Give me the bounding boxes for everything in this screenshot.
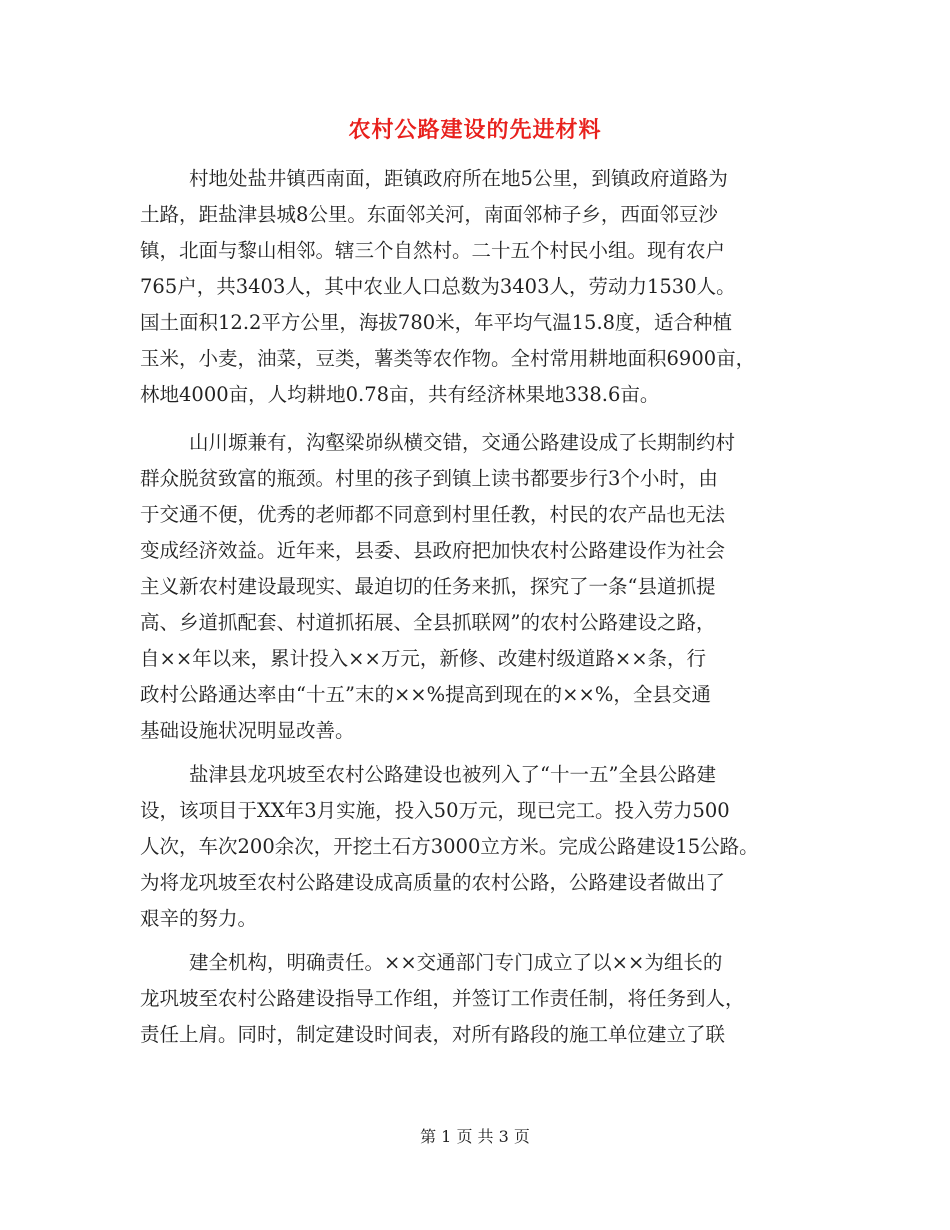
paragraph-line: 镇，北面与黎山相邻。辖三个自然村。二十五个村民小组。现有农户: [140, 239, 726, 262]
paragraph-line: 责任上肩。同时，制定建设时间表，对所有路段的施工单位建立了联: [140, 1023, 726, 1046]
paragraph-line: 政村公路通达率由“十五”末的××%提高到现在的××%，全县交通: [140, 683, 711, 706]
paragraph-line: 山川塬兼有，沟壑梁峁纵横交错，交通公路建设成了长期制约村: [189, 431, 736, 454]
document-title: 农村公路建设的先进材料: [348, 117, 602, 143]
paragraph-1: [140, 161, 820, 413]
paragraph-3: [140, 757, 820, 937]
paragraph-line: 盐津县龙巩坡至农村公路建设也被列入了“十一五”全县公路建: [189, 763, 716, 786]
page-number-footer: 第 1 页 共 3 页: [420, 1127, 530, 1146]
paragraph-line: 765户，共3403人，其中农业人口总数为3403人，劳动力1530人。: [140, 275, 736, 298]
paragraph-line: 于交通不便，优秀的老师都不同意到村里任教，村民的农产品也无法: [140, 503, 726, 526]
paragraph-line: 艰辛的努力。: [140, 907, 258, 930]
paragraph-2: [140, 425, 820, 749]
paragraph-line: 土路，距盐津县城8公里。东面邻关河，南面邻柿子乡，西面邻豆沙: [140, 203, 718, 226]
paragraph-line: 龙巩坡至农村公路建设指导工作组，并签订工作责任制，将任务到人，: [140, 987, 745, 1010]
paragraph-line: 建全机构，明确责任。××交通部门专门成立了以××为组长的: [189, 951, 723, 974]
paragraph-line: 人次，车次200余次，开挖土石方3000立方米。完成公路建设15公路。: [140, 835, 759, 858]
paragraph-line: 为将龙巩坡至农村公路建设成高质量的农村公路，公路建设者做出了: [140, 871, 726, 894]
paragraph-line: 自××年以来，累计投入××万元，新修、改建村级道路××条，行: [140, 647, 707, 670]
paragraph-line: 国土面积12.2平方公里，海拔780米，年平均气温15.8度，适合种植: [140, 311, 733, 334]
paragraph-line: 村地处盐井镇西南面，距镇政府所在地5公里，到镇政府道路为: [189, 167, 728, 190]
paragraph-line: 高、乡道抓配套、村道抓拓展、全县抓联网”的农村公路建设之路，: [140, 611, 716, 634]
paragraph-line: 主义新农村建设最现实、最迫切的任务来抓，探究了一条“县道抓提: [140, 575, 716, 598]
paragraph-line: 变成经济效益。近年来，县委、县政府把加快农村公路建设作为社会: [140, 539, 726, 562]
paragraph-line: 林地4000亩，人均耕地0.78亩，共有经济林果地338.6亩。: [140, 383, 660, 406]
paragraph-line: 基础设施状况明显改善。: [140, 719, 355, 742]
paragraph-line: 玉米，小麦，油菜，豆类，薯类等农作物。全村常用耕地面积6900亩，: [140, 347, 756, 370]
paragraph-4: [140, 945, 820, 1053]
paragraph-line: 设，该项目于XX年3月实施，投入50万元，现已完工。投入劳力500: [140, 799, 730, 822]
paragraph-line: 群众脱贫致富的瓶颈。村里的孩子到镇上读书都要步行3个小时，由: [140, 467, 718, 490]
